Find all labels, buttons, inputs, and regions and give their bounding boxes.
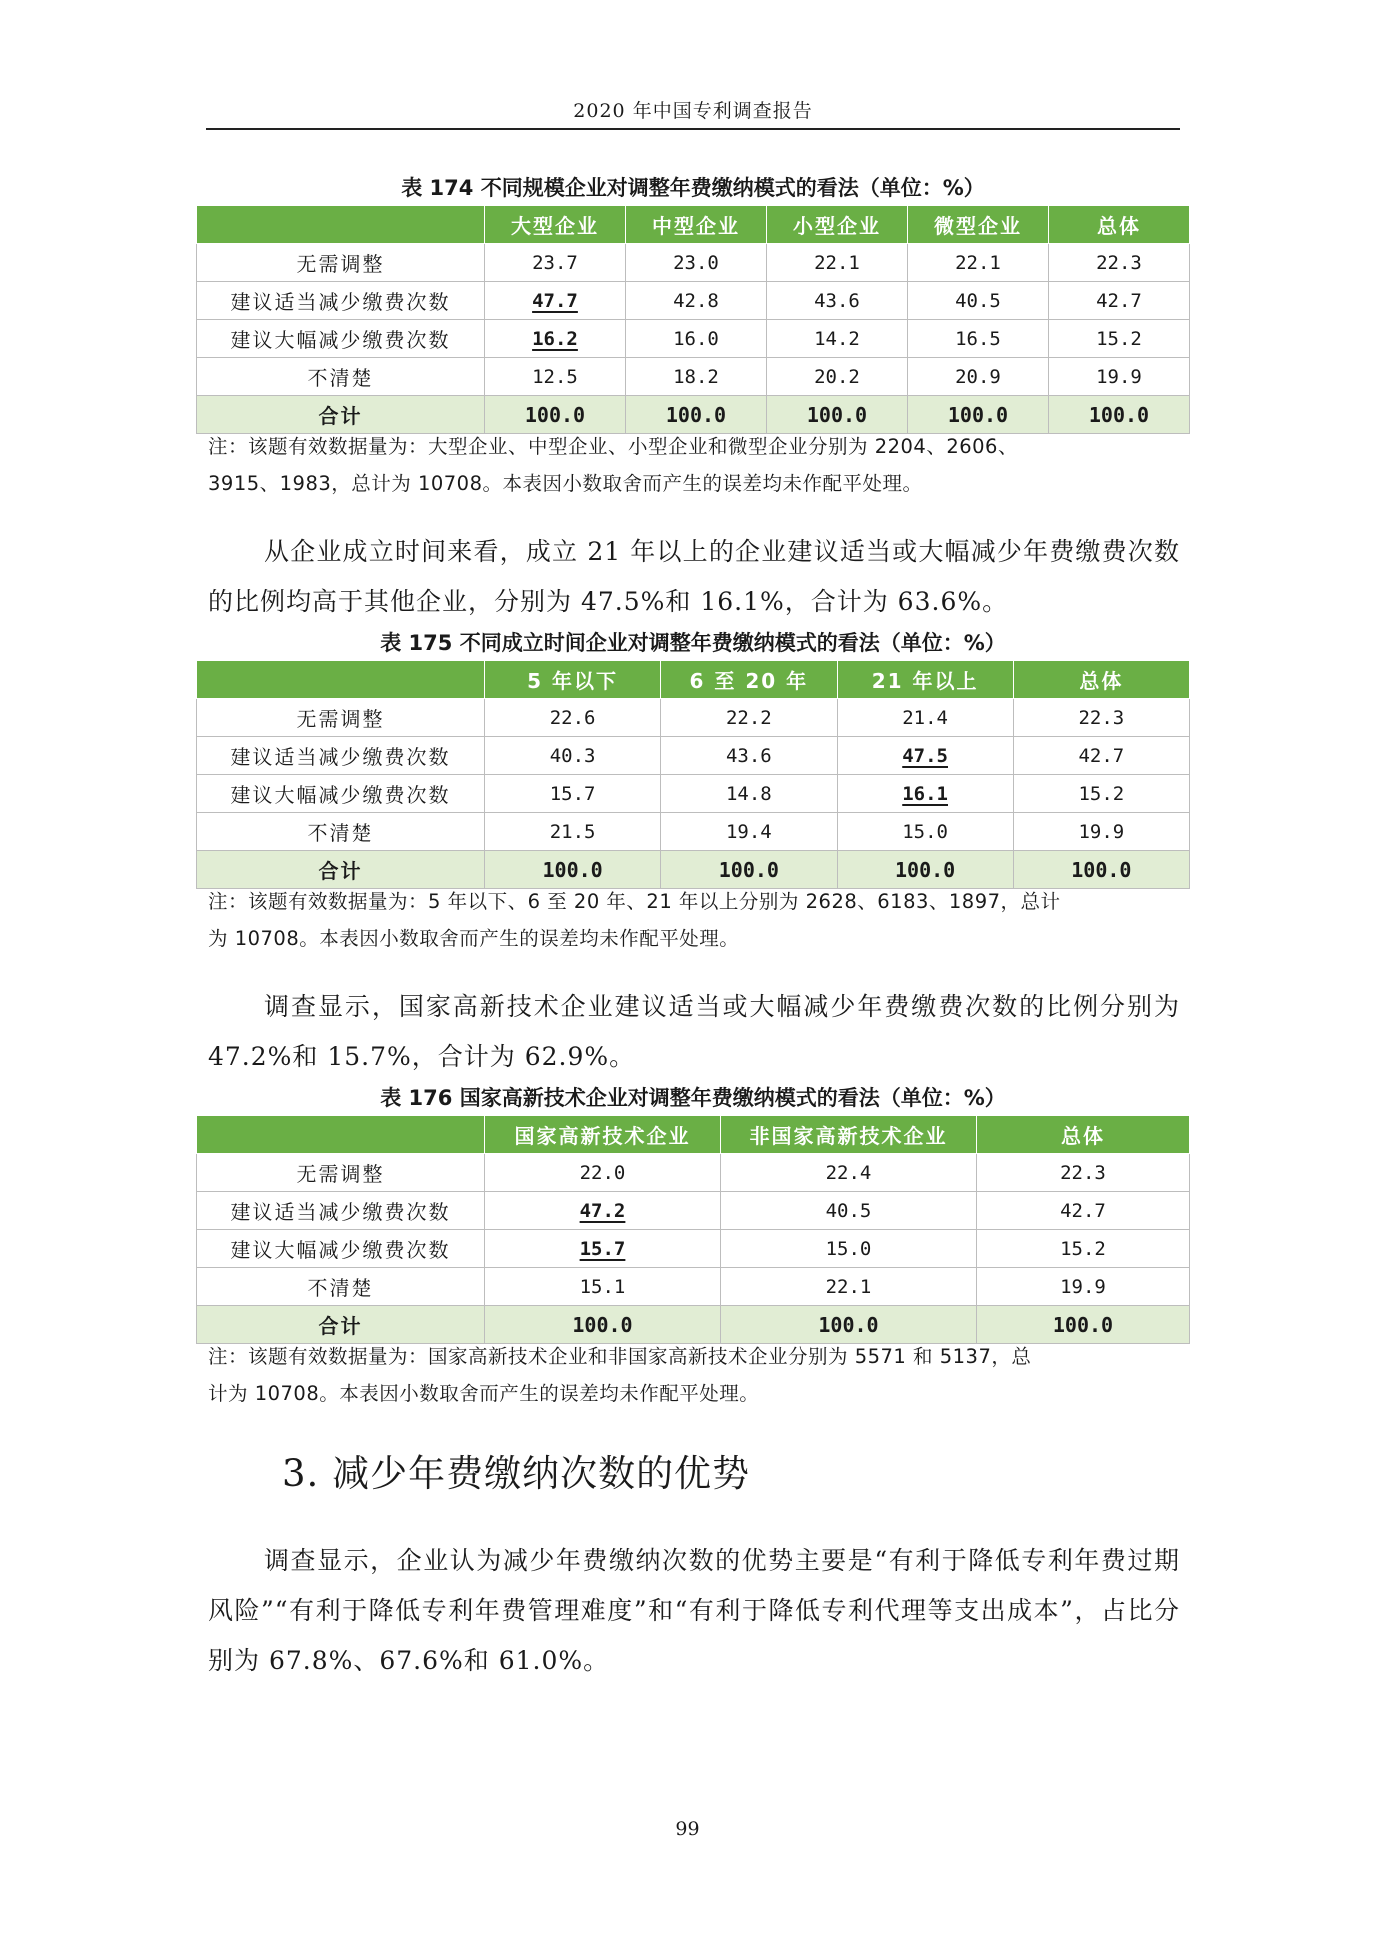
cell: 20.9 [908, 358, 1049, 396]
row-label: 建议大幅减少缴费次数 [197, 320, 485, 358]
highlighted-value: 15.7 [579, 1237, 626, 1260]
table-175 [196, 660, 1190, 889]
body-paragraph: 调查显示，国家高新技术企业建议适当或大幅减少年费缴费次数的比例分别为 47.2%和 15.7%，合计为 62.9%。 [208, 992, 1180, 1071]
row-label: 无需调整 [197, 244, 485, 282]
cell: 20.2 [767, 358, 908, 396]
table-row [197, 1268, 1190, 1306]
total-cell: 100.0 [485, 396, 626, 434]
table-176-note [208, 1338, 1180, 1412]
cell: 15.7 [485, 775, 661, 813]
header-blank-cell [197, 661, 485, 699]
cell: 22.1 [908, 244, 1049, 282]
column-header: 6 至 20 年 [661, 661, 837, 699]
cell-highlighted [485, 1230, 721, 1268]
cell: 22.1 [767, 244, 908, 282]
table-row [197, 775, 1190, 813]
table-row [197, 1192, 1190, 1230]
cell-highlighted [837, 737, 1013, 775]
cell: 19.4 [661, 813, 837, 851]
highlighted-value: 47.5 [902, 744, 948, 767]
body-paragraph: 从企业成立时间来看，成立 21 年以上的企业建议适当或大幅减少年费缴费次数的比例均高于其他企业，分别为 47.5%和 16.1%，合计为 63.6%。 [208, 537, 1180, 616]
cell: 42.8 [626, 282, 767, 320]
cell-highlighted [485, 282, 626, 320]
header-rule [206, 128, 1180, 130]
row-label: 建议大幅减少缴费次数 [197, 775, 485, 813]
cell: 15.0 [837, 813, 1013, 851]
highlighted-value: 16.2 [532, 327, 578, 350]
row-label: 建议大幅减少缴费次数 [197, 1230, 485, 1268]
cell: 15.2 [1013, 775, 1189, 813]
table-header-row [197, 206, 1190, 244]
total-cell: 100.0 [767, 396, 908, 434]
table-176 [196, 1115, 1190, 1344]
table-175-caption: 表 175 不同成立时间企业对调整年费缴纳模式的看法（单位：%） [380, 631, 1006, 655]
header-blank-cell [197, 1116, 485, 1154]
total-label: 合计 [197, 396, 485, 434]
cell: 40.3 [485, 737, 661, 775]
column-header: 国家高新技术企业 [485, 1116, 721, 1154]
row-label: 不清楚 [197, 1268, 485, 1306]
cell: 42.7 [977, 1192, 1190, 1230]
cell: 22.2 [661, 699, 837, 737]
cell: 15.1 [485, 1268, 721, 1306]
cell-highlighted [485, 320, 626, 358]
column-header: 大型企业 [485, 206, 626, 244]
cell: 14.8 [661, 775, 837, 813]
column-header: 中型企业 [626, 206, 767, 244]
row-label: 建议适当减少缴费次数 [197, 1192, 485, 1230]
total-cell: 100.0 [661, 851, 837, 889]
cell: 23.0 [626, 244, 767, 282]
column-header: 总体 [1049, 206, 1190, 244]
cell: 15.2 [977, 1230, 1190, 1268]
note-line: 为 10708。本表因小数取舍而产生的误差均未作配平处理。 [208, 927, 740, 950]
cell: 22.3 [1049, 244, 1190, 282]
table-row [197, 699, 1190, 737]
total-label: 合计 [197, 851, 485, 889]
column-header: 微型企业 [908, 206, 1049, 244]
table-row [197, 244, 1190, 282]
section-heading: 3. 减少年费缴纳次数的优势 [282, 1452, 751, 1495]
table-row [197, 813, 1190, 851]
body-paragraph: 调查显示，企业认为减少年费缴纳次数的优势主要是“有利于降低专利年费过期风险”“有利于降低专利年费管理难度”和“有利于降低专利代理等支出成本”，占比分别为 67.8%、67.6%和 61.0%。 [208, 1546, 1180, 1675]
table-row [197, 1154, 1190, 1192]
total-cell: 100.0 [837, 851, 1013, 889]
note-line: 3915、1983，总计为 10708。本表因小数取舍而产生的误差均未作配平处理。 [208, 472, 923, 495]
cell: 15.0 [721, 1230, 977, 1268]
page-number: 99 [675, 1818, 700, 1840]
cell: 16.0 [626, 320, 767, 358]
row-label: 建议适当减少缴费次数 [197, 737, 485, 775]
cell: 15.2 [1049, 320, 1190, 358]
cell: 16.5 [908, 320, 1049, 358]
cell: 22.6 [485, 699, 661, 737]
total-cell: 100.0 [1049, 396, 1190, 434]
table-174-note [208, 428, 1180, 502]
column-header: 小型企业 [767, 206, 908, 244]
cell: 22.0 [485, 1154, 721, 1192]
cell: 43.6 [767, 282, 908, 320]
column-header: 5 年以下 [485, 661, 661, 699]
table-174-caption: 表 174 不同规模企业对调整年费缴纳模式的看法（单位：%） [401, 176, 985, 200]
table-header-row [197, 1116, 1190, 1154]
cell: 21.5 [485, 813, 661, 851]
running-header: 2020 年中国专利调查报告 [573, 100, 813, 122]
cell: 40.5 [721, 1192, 977, 1230]
cell: 19.9 [1049, 358, 1190, 396]
row-label: 不清楚 [197, 813, 485, 851]
table-row [197, 737, 1190, 775]
cell: 22.1 [721, 1268, 977, 1306]
table-174 [196, 205, 1190, 434]
note-line: 注：该题有效数据量为：大型企业、中型企业、小型企业和微型企业分别为 2204、2606、 [208, 435, 1018, 458]
total-cell: 100.0 [485, 1306, 721, 1344]
table-row [197, 320, 1190, 358]
cell: 43.6 [661, 737, 837, 775]
total-cell: 100.0 [1013, 851, 1189, 889]
highlighted-value: 16.1 [902, 782, 948, 805]
cell: 14.2 [767, 320, 908, 358]
table-header-row [197, 661, 1190, 699]
cell: 21.4 [837, 699, 1013, 737]
note-line: 注：该题有效数据量为：5 年以下、6 至 20 年、21 年以上分别为 2628、6183、1897，总计 [208, 890, 1061, 913]
table-row [197, 358, 1190, 396]
total-label: 合计 [197, 1306, 485, 1344]
cell: 42.7 [1013, 737, 1189, 775]
row-label: 建议适当减少缴费次数 [197, 282, 485, 320]
cell: 19.9 [977, 1268, 1190, 1306]
column-header: 总体 [1013, 661, 1189, 699]
row-label: 无需调整 [197, 699, 485, 737]
cell: 22.3 [977, 1154, 1190, 1192]
table-row [197, 1230, 1190, 1268]
cell: 12.5 [485, 358, 626, 396]
cell: 22.4 [721, 1154, 977, 1192]
cell: 23.7 [485, 244, 626, 282]
total-cell: 100.0 [721, 1306, 977, 1344]
cell: 22.3 [1013, 699, 1189, 737]
cell: 42.7 [1049, 282, 1190, 320]
total-cell: 100.0 [485, 851, 661, 889]
column-header: 21 年以上 [837, 661, 1013, 699]
total-cell: 100.0 [626, 396, 767, 434]
row-label: 不清楚 [197, 358, 485, 396]
header-blank-cell [197, 206, 485, 244]
cell: 40.5 [908, 282, 1049, 320]
highlighted-value: 47.7 [532, 289, 578, 312]
table-row [197, 282, 1190, 320]
total-cell: 100.0 [977, 1306, 1190, 1344]
table-176-caption: 表 176 国家高新技术企业对调整年费缴纳模式的看法（单位：%） [380, 1086, 1006, 1110]
cell: 18.2 [626, 358, 767, 396]
note-line: 注：该题有效数据量为：国家高新技术企业和非国家高新技术企业分别为 5571 和 5137，总 [208, 1345, 1032, 1368]
column-header: 总体 [977, 1116, 1190, 1154]
highlighted-value: 47.2 [579, 1199, 626, 1222]
table-175-note [208, 883, 1180, 957]
cell: 19.9 [1013, 813, 1189, 851]
note-line: 计为 10708。本表因小数取舍而产生的误差均未作配平处理。 [208, 1382, 760, 1405]
row-label: 无需调整 [197, 1154, 485, 1192]
total-cell: 100.0 [908, 396, 1049, 434]
cell-highlighted [485, 1192, 721, 1230]
cell-highlighted [837, 775, 1013, 813]
column-header: 非国家高新技术企业 [721, 1116, 977, 1154]
